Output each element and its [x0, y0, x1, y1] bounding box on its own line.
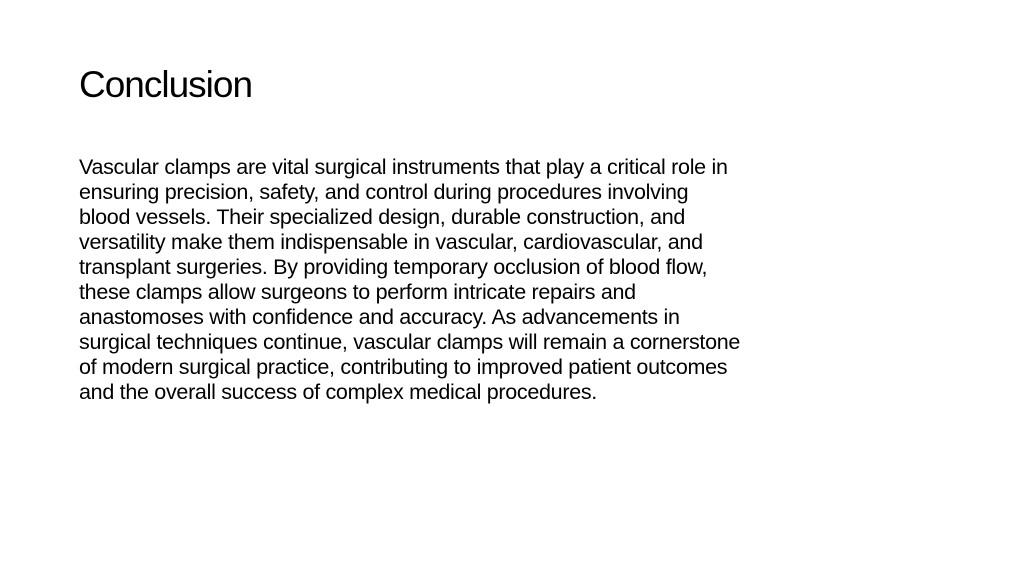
body-line: surgical techniques continue, vascular clamps will remain a cornerstone	[79, 330, 741, 354]
body-line: and the overall success of complex medical procedures.	[79, 380, 597, 404]
body-line: anastomoses with confidence and accuracy. As advancements in	[79, 305, 680, 329]
body-line: of modern surgical practice, contributing to improved patient outcomes	[79, 355, 728, 379]
body-line: versatility make them indispensable in vascular, cardiovascular, and	[79, 230, 703, 254]
body-line: ensuring precision, safety, and control during procedures involving	[79, 180, 689, 204]
body-line: Vascular clamps are vital surgical instruments that play a critical role in	[79, 155, 728, 179]
body-line: transplant surgeries. By providing temporary occlusion of blood flow,	[79, 255, 708, 279]
slide-body	[79, 155, 959, 405]
body-line: blood vessels. Their specialized design, durable construction, and	[79, 205, 686, 229]
body-line: these clamps allow surgeons to perform intricate repairs and	[79, 280, 636, 304]
slide-title: Conclusion	[79, 64, 253, 105]
